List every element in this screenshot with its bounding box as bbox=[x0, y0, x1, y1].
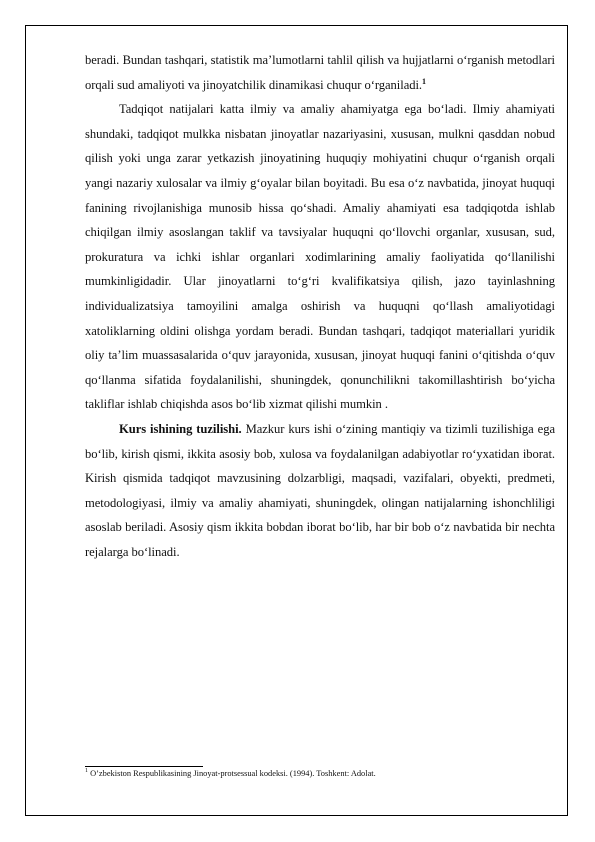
paragraph-2: Tadqiqot natijalari katta ilmiy va amaliy ahamiyatga ega bo‘ladi. Ilmiy ahamiyati shundaki, tadqiqot mulkka nisbatan jinoyatlar nazariyasini, xususan, mulkni qasddan nobud qilish yoki unga zarar yetkazish jinoyatining huquqiy mohiyatini chuqur o‘rganish orqali yangi nazariy xulosalar va ilmiy g‘oyalar bilan boyitadi. Bu esa o‘z navbatida, jinoyat huquqi fanining rivojlanishiga munosib hissa qo‘shadi. Amaliy ahamiyati esa tadqiqotda ishlab chiqilgan ilmiy asoslangan taklif va tavsiyalar huquqni qo‘llovchi organlar, xususan, sud, prokuratura va ichki ishlar organlari xodimlarining amaliy faoliyatida qo‘llanilishi mumkinligidadir. Ular jinoyatlarni to‘g‘ri kvalifikatsiya qilish, jazo tayinlashning individualizatsiya tamoyilini amalga oshirish va huquqni qo‘llash amaliyotidagi xatoliklarning oldini olishga yordam beradi. Bundan tashqari, tadqiqot materiallari yuridik oliy ta’lim muassasalarida o‘quv jarayonida, xususan, jinoyat huquqi fanini o‘qitishda o‘quv qo‘llanma sifatida foydalanilishi, shuningdek, qonunchilikni takomillashtirish bo‘yicha takliflar ishlab chiqishda asos bo‘lib xizmat qilishi mumkin . bbox=[85, 102, 555, 412]
footnote-text: O’zbekiston Respublikasining Jinoyat-protsessual kodeksi. (1994). Toshkent: Adolat. bbox=[88, 769, 376, 778]
paragraph-1-text: beradi. Bundan tashqari, statistik ma’lumotlarni tahlil qilish va hujjatlarni o‘rganish metodlari orqali sud amaliyoti va jinoyatchilik dinamikasi chuqur o‘rganiladi. bbox=[85, 53, 555, 92]
footnote-divider bbox=[85, 766, 203, 767]
footnote-number: 1 bbox=[85, 768, 88, 775]
paragraph-1 bbox=[85, 48, 555, 97]
paragraph-3-text: Mazkur kurs ishi o‘zining mantiqiy va tizimli tuzilishiga ega bo‘lib, kirish qismi, ikkita asosiy bob, xulosa va foydalanilgan adabiyotlar ro‘yxatidan iborat. Kirish qismida tadqiqot mavzusining dolzarbligi, maqsadi, vazifalari, obyekti, predmeti, metodologiyasi, ilmiy va amaliy ahamiyati, shuningdek, olingan natijalarning ishonchliligi asoslab beriladi. Asosiy qism ikkita bobdan iborat bo‘lib, har bir bob o‘z navbatida bir nechta rejalarga bo‘linadi. bbox=[85, 421, 555, 559]
section-heading: Kurs ishining tuzilishi. bbox=[119, 421, 242, 436]
footnote-reference[interactable]: 1 bbox=[422, 76, 426, 86]
paragraph-3 bbox=[85, 417, 555, 565]
footnote bbox=[85, 768, 555, 780]
document-body bbox=[85, 48, 555, 564]
